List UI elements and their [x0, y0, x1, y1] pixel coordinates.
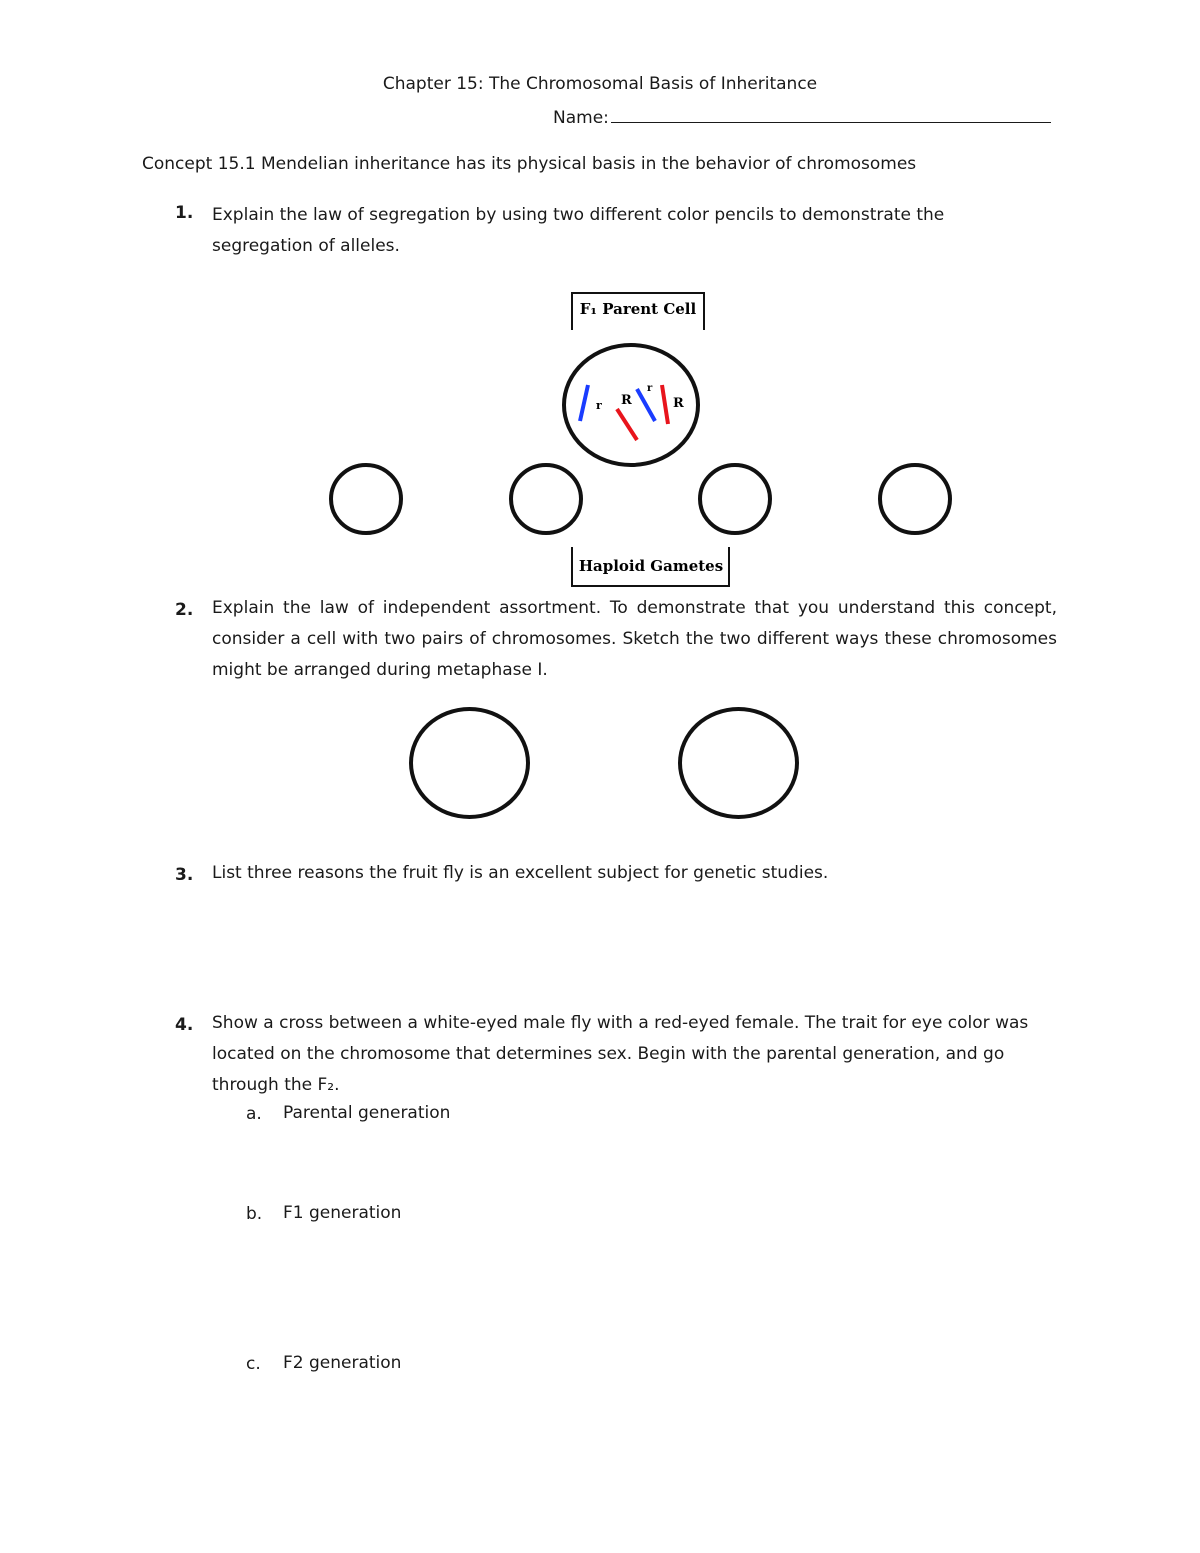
question-3-number: 3.: [175, 865, 194, 885]
segregation-diagram: [300, 285, 980, 590]
gamete-cell-2: [511, 465, 581, 533]
gametes-label-box: [572, 547, 729, 586]
metaphase-sketch-circle-1[interactable]: [409, 707, 530, 819]
chromosome-r-2: [637, 389, 655, 421]
subpart-a-letter: a.: [246, 1104, 262, 1124]
gametes-label: Haploid Gametes: [578, 557, 724, 575]
subpart-b-letter: b.: [246, 1204, 263, 1224]
name-blank-line[interactable]: [611, 104, 1051, 123]
subpart-a-label: Parental generation: [283, 1103, 451, 1123]
page-title: Chapter 15: The Chromosomal Basis of Inheritance: [382, 74, 818, 94]
allele-label-1: r: [596, 399, 602, 412]
allele-label-4: R: [673, 396, 684, 411]
subpart-c-letter: c.: [246, 1354, 261, 1374]
question-3-text: List three reasons the fruit fly is an excellent subject for genetic studies.: [212, 863, 829, 883]
chromosome-R-2: [662, 385, 668, 424]
metaphase-sketch-circle-2[interactable]: [678, 707, 799, 819]
parent-cell-label-box: [572, 293, 704, 330]
gamete-cell-4: [880, 465, 950, 533]
name-field[interactable]: [553, 104, 1051, 128]
question-4-number: 4.: [175, 1015, 194, 1035]
name-label: Name:: [553, 108, 609, 128]
gamete-cell-1: [331, 465, 401, 533]
question-4-text: Show a cross between a white-eyed male fly with a red-eyed female. The trait for eye color was located on the chromosome that determines sex. Begin with the parental generation, and go through the F₂.: [212, 1013, 1029, 1095]
question-2-text: Explain the law of independent assortment. To demonstrate that you understand this concept, consider a cell with two pairs of chromosomes. Sketch the two different ways these chromosomes might be arranged during metaphase I.: [212, 598, 1057, 680]
question-1-number: 1.: [175, 203, 194, 223]
question-2-number: 2.: [175, 600, 194, 620]
question-1-text: Explain the law of segregation by using two different color pencils to demonstrate the segregation of alleles.: [212, 205, 945, 256]
subpart-c-label: F2 generation: [283, 1353, 402, 1373]
subpart-b-label: F1 generation: [283, 1203, 402, 1223]
gamete-cell-3: [700, 465, 770, 533]
allele-label-2: R: [621, 393, 632, 408]
concept-heading: Concept 15.1 Mendelian inheritance has its physical basis in the behavior of chromosomes: [142, 154, 917, 174]
allele-label-3: r: [647, 383, 653, 394]
chromosome-r-1: [580, 385, 588, 421]
chromosome-R-1: [617, 409, 637, 440]
parent-cell-label: F₁ Parent Cell: [579, 300, 697, 318]
